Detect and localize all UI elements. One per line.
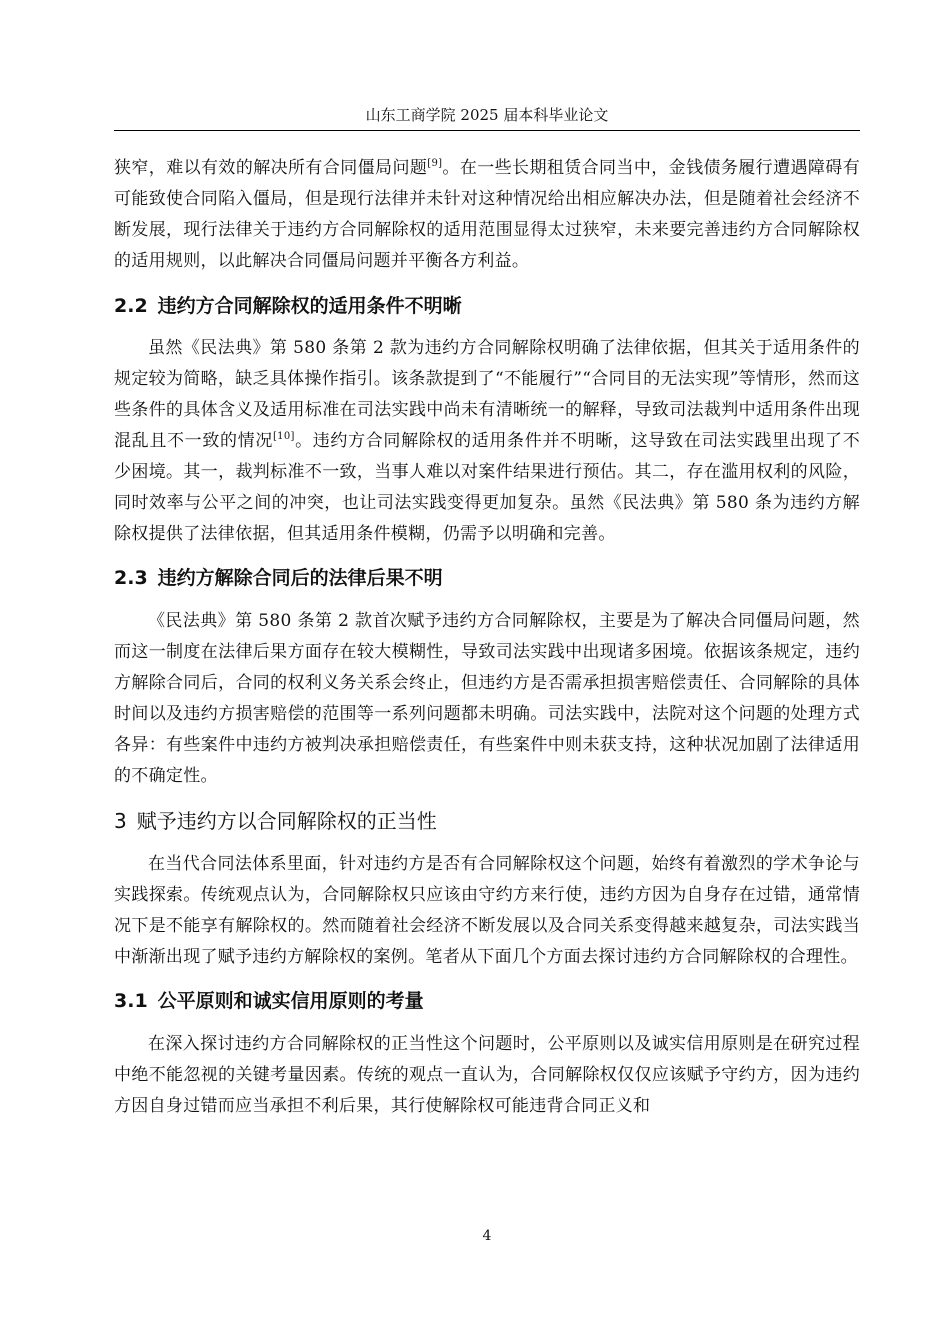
citation-ref: [10] [272,431,295,442]
section-title: 赋予违约方以合同解除权的正当性 [136,809,437,833]
paragraph-text: 。违约方合同解除权的适用条件并不明晰，这导致在司法实践里出现了不少困境。其一，裁判标准不一致，当事人难以对案件结果进行预估。其二，存在滥用权利的风险，同时效率与公平之间的冲突，也让司法实践变得更加复杂。虽然《民法典》第 580 条为违约方解除权提供了法律依据，但其适用条件模糊，仍需予以明确和完善。 [114,431,860,544]
section-heading-3 [114,808,860,834]
paragraph-text: 狭窄，难以有效的解决所有合同僵局问题 [114,158,428,178]
section-heading-3-1 [114,989,860,1013]
header-rule [114,130,860,131]
page-number: 4 [482,1228,492,1244]
section-title: 公平原则和诚实信用原则的考量 [157,990,424,1012]
section-number: 3 [114,809,127,833]
paragraph-text: 。在一些长期租赁合同当中，金钱债务履行遭遇障碍有可能致使合同陷入僵局，但是现行法律并未针对这种情况给出相应解决办法，但是随着社会经济不断发展，现行法律关于违约方合同解除权的适用范围显得太过狭窄，未来要完善违约方合同解除权的适用规则，以此解决合同僵局问题并平衡各方利益。 [114,158,860,271]
paragraph-2-2 [114,333,860,550]
paragraph-continuation [114,153,860,277]
section-number: 2.3 [114,567,148,589]
section-title: 违约方解除合同后的法律后果不明 [157,567,443,589]
paragraph-text: 在深入探讨违约方合同解除权的正当性这个问题时，公平原则以及诚实信用原则是在研究过程中绝不能忽视的关键考量因素。传统的观点一直认为，合同解除权仅仅应该赋予守约方，因为违约方因自身过错而应当承担不利后果，其行使解除权可能违背合同正义和 [114,1034,860,1116]
citation-ref: [9] [427,158,443,169]
paragraph-text: 虽然《民法典》第 580 条第 2 款为违约方合同解除权明确了法律依据，但其关于适用条件的规定较为简略，缺乏具体操作指引。该条款提到了“不能履行”“合同目的无法实现”等情形，然而这些条件的具体含义及适用标准在司法实践中尚未有清晰统一的解释，导致司法裁判中适用条件出现混乱且不一致的情况 [114,338,860,451]
paragraph-text: 在当代合同法体系里面，针对违约方是否有合同解除权这个问题，始终有着激烈的学术争论与实践探索。传统观点认为，合同解除权只应该由守约方来行使，违约方因为自身存在过错，通常情况下是不能享有解除权的。然而随着社会经济不断发展以及合同关系变得越来越复杂，司法实践当中渐渐出现了赋予违约方解除权的案例。笔者从下面几个方面去探讨违约方合同解除权的合理性。 [114,854,860,967]
page-content [114,153,860,1122]
paragraph-2-3 [114,606,860,792]
section-heading-2-2 [114,294,860,318]
section-number: 2.2 [114,295,148,317]
paragraph-3 [114,849,860,973]
running-header: 山东工商学院 2025 届本科毕业论文 [365,106,609,124]
section-title: 违约方合同解除权的适用条件不明晰 [157,295,462,317]
section-number: 3.1 [114,990,148,1012]
paragraph-text: 《民法典》第 580 条第 2 款首次赋予违约方合同解除权，主要是为了解决合同僵局问题，然而这一制度在法律后果方面存在较大模糊性，导致司法实践中出现诸多困境。依据该条规定，违约方解除合同后，合同的权利义务关系会终止，但违约方是否需承担损害赔偿责任、合同解除的具体时间以及违约方损害赔偿的范围等一系列问题都未明确。司法实践中，法院对这个问题的处理方式各异：有些案件中违约方被判决承担赔偿责任，有些案件中则未获支持，这种状况加剧了法律适用的不确定性。 [114,611,860,786]
paragraph-3-1 [114,1029,860,1122]
section-heading-2-3 [114,566,860,590]
